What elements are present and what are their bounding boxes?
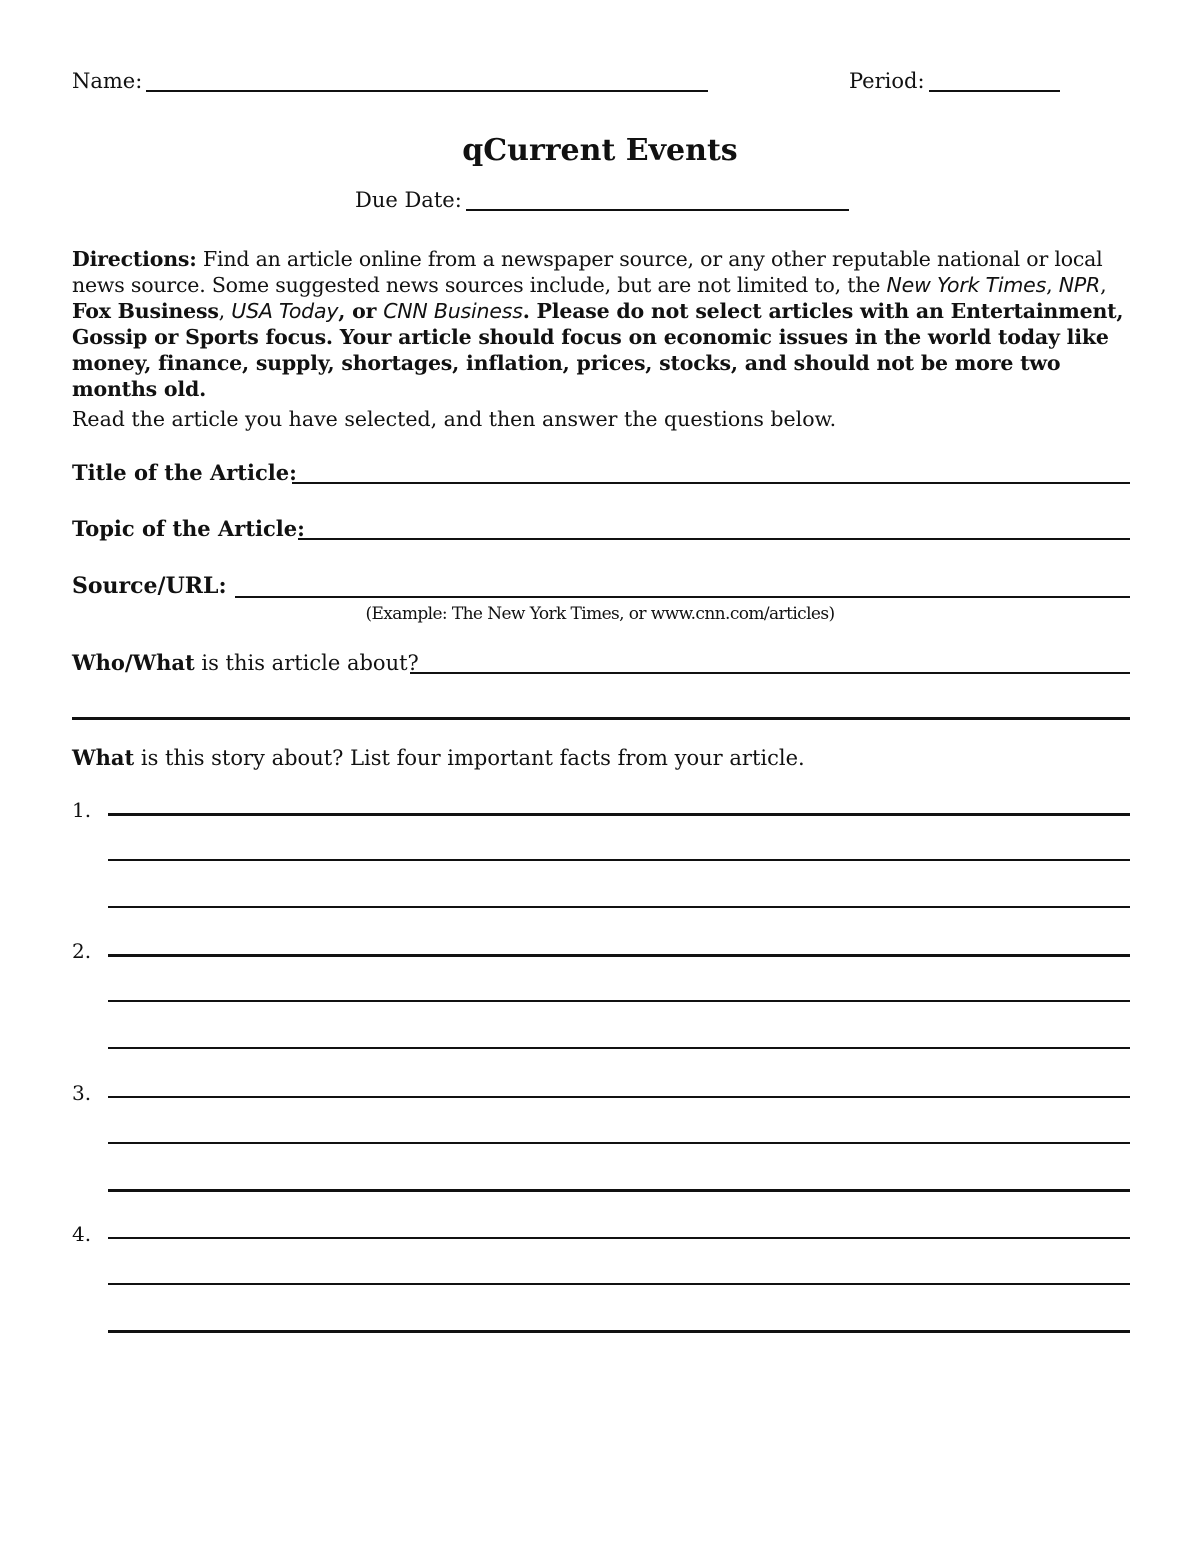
facts-prompt <box>72 745 805 771</box>
fact-1-line-2[interactable] <box>108 843 1130 861</box>
source-new-york-times: New York Times <box>886 273 1047 297</box>
name-field[interactable] <box>146 70 708 92</box>
fact-3-line-3[interactable] <box>108 1173 1130 1192</box>
fact-3-line-1[interactable] <box>108 1080 1130 1098</box>
due-date-label: Due Date: <box>355 188 462 212</box>
directions-text-2: . Please do not select articles with an Entertainment, Gossip or Sports focus. Your article should focus on economic issues in the world today like money, finance, supply, shortages, inflation, prices, stocks, and should not be more two months old. <box>72 299 1124 401</box>
fact-3-line-2[interactable] <box>108 1126 1130 1144</box>
source-cnn-business: CNN Business <box>383 299 523 323</box>
source-npr: NPR <box>1058 273 1101 297</box>
source-fox-business: Fox Business <box>72 299 219 323</box>
article-topic-label: Topic of the Article: <box>72 516 305 541</box>
name-label: Name: <box>72 69 143 93</box>
article-title-label: Title of the Article: <box>72 460 297 485</box>
source-example-note <box>0 601 1200 627</box>
directions-label: Directions: <box>72 247 197 271</box>
who-what-field-line-2[interactable] <box>72 697 1130 720</box>
fact-3-number: 3. <box>72 1081 92 1105</box>
fact-4-line-3[interactable] <box>108 1314 1130 1333</box>
directions-sep-2: , <box>1100 273 1107 297</box>
fact-1-number: 1. <box>72 798 92 822</box>
fact-2-line-2[interactable] <box>108 984 1130 1002</box>
fact-1-line-3[interactable] <box>108 890 1130 908</box>
source-example-text: (Example: The New York Times, or www.cnn.com/articles) <box>365 604 835 624</box>
article-title-field[interactable] <box>292 462 1130 484</box>
who-what-field-line-1[interactable] <box>410 652 1130 674</box>
source-usa-today: USA Today <box>231 299 339 323</box>
page-title: qCurrent Events <box>462 133 738 168</box>
fact-4-number: 4. <box>72 1222 92 1246</box>
facts-prompt-rest: is this story about? List four important facts from your article. <box>134 746 805 770</box>
facts-prompt-bold: What <box>72 745 135 770</box>
fact-4-line-2[interactable] <box>108 1267 1130 1285</box>
source-url-field[interactable] <box>235 576 1130 598</box>
fact-2-line-1[interactable] <box>108 938 1130 957</box>
who-what-rest: is this article about? <box>194 651 419 675</box>
who-what-bold: Who/What <box>72 650 195 675</box>
fact-4-line-1[interactable] <box>108 1221 1130 1239</box>
article-topic-field[interactable] <box>298 518 1130 540</box>
directions-sep-3: , <box>218 299 232 323</box>
directions-sep-1: , <box>1046 273 1059 297</box>
fact-1-line-1[interactable] <box>108 797 1130 816</box>
directions-paragraph <box>72 246 1147 402</box>
period-field[interactable] <box>929 70 1060 92</box>
fact-2-number: 2. <box>72 939 92 963</box>
directions-text-1: Find an article online from a newspaper source, or any other reputable national or local news source. Some suggested news sources include, but are not limited to, the <box>72 247 1103 297</box>
instruction-text: Read the article you have selected, and then answer the questions below. <box>72 407 837 431</box>
who-what-question <box>72 650 419 676</box>
directions-sep-4: , or <box>338 299 384 323</box>
fact-2-line-3[interactable] <box>108 1031 1130 1049</box>
period-label: Period: <box>849 69 925 93</box>
due-date-field[interactable] <box>466 189 849 211</box>
source-url-label: Source/URL: <box>72 573 227 599</box>
